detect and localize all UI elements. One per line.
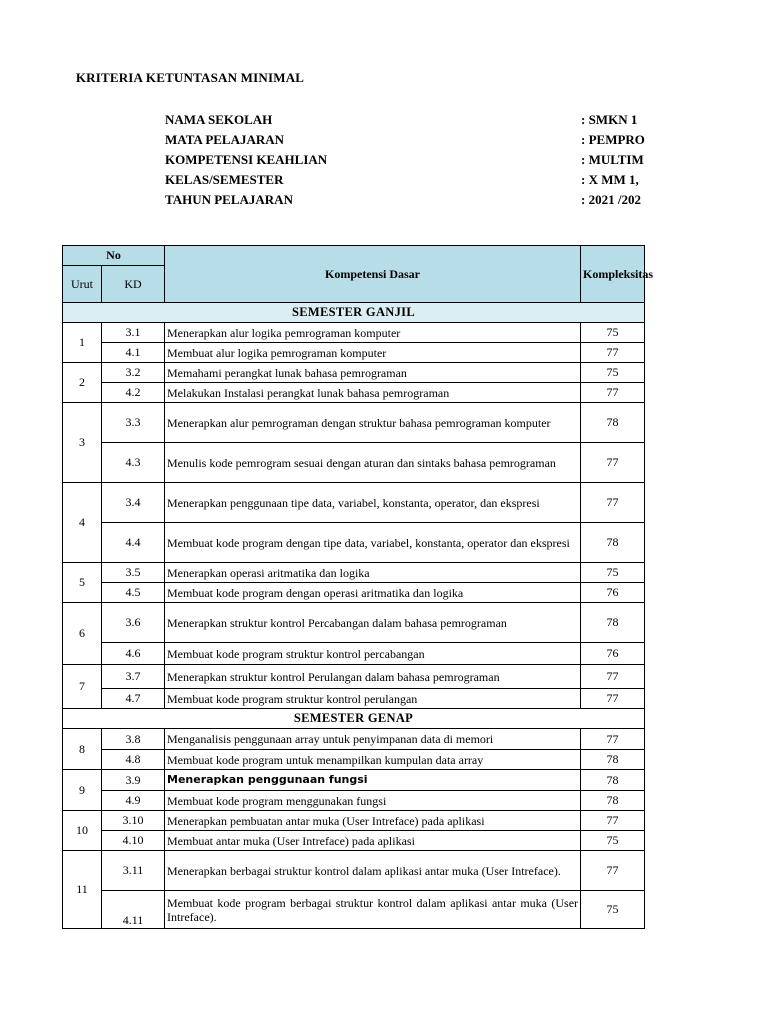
table-row — [63, 811, 663, 831]
meta-value: : PEMPRO — [581, 132, 645, 147]
meta-value: : MULTIM — [581, 152, 644, 167]
table-row — [63, 603, 663, 643]
cell-kompetensi: Menerapkan penggunaan tipe data, variabel, konstanta, operator, dan ekspresi — [165, 483, 581, 523]
overflow-cell — [645, 811, 663, 831]
cell-kd: 4.2 — [102, 383, 165, 403]
table-row — [63, 583, 663, 603]
cell-kompetensi: Menerapkan alur logika pemrograman komputer — [165, 323, 581, 343]
header-urut: Urut — [63, 266, 102, 303]
overflow-cell — [645, 403, 663, 443]
semester-label: SEMESTER GENAP — [63, 709, 645, 729]
table-row — [63, 689, 663, 709]
cell-kompleksitas: 77 — [581, 729, 645, 750]
cell-kd: 4.11 — [102, 891, 165, 929]
cell-urut: 3 — [63, 403, 102, 483]
table-row — [63, 363, 663, 383]
cell-kd: 3.11 — [102, 851, 165, 891]
overflow-cell — [645, 563, 663, 583]
overflow-cell — [645, 323, 663, 343]
cell-kd: 4.10 — [102, 831, 165, 851]
cell-kompleksitas: 77 — [581, 689, 645, 709]
cell-kompetensi: Membuat kode program struktur kontrol percabangan — [165, 643, 581, 665]
overflow-cell — [645, 363, 663, 383]
header-kompleksitas-text: Kompleksitas — [583, 267, 654, 281]
table-row — [63, 343, 663, 363]
cell-kd: 4.1 — [102, 343, 165, 363]
overflow-cell — [645, 603, 663, 643]
overflow-cell — [645, 523, 663, 563]
table-row — [63, 563, 663, 583]
cell-urut: 2 — [63, 363, 102, 403]
cell-kompetensi: Menerapkan berbagai struktur kontrol dalam aplikasi antar muka (User Intreface). — [165, 851, 581, 891]
overflow-cell — [645, 583, 663, 603]
cell-kompleksitas: 78 — [581, 403, 645, 443]
meta-row — [165, 150, 645, 170]
cell-kompetensi: Menerapkan struktur kontrol Percabangan dalam bahasa pemrograman — [165, 603, 581, 643]
cell-kd: 3.7 — [102, 665, 165, 689]
kkm-table-body — [63, 246, 663, 929]
cell-kompleksitas: 75 — [581, 891, 645, 929]
cell-kompetensi: Membuat kode program untuk menampilkan kumpulan data array — [165, 750, 581, 770]
overflow-cell — [645, 791, 663, 811]
overflow-cell — [645, 483, 663, 523]
overflow-cell — [645, 729, 663, 750]
cell-kd: 3.1 — [102, 323, 165, 343]
cell-kd: 3.9 — [102, 770, 165, 791]
cell-kd: 4.4 — [102, 523, 165, 563]
cell-kd: 3.8 — [102, 729, 165, 750]
header-kompleksitas — [581, 246, 654, 303]
cell-kompetensi: Membuat kode program dengan tipe data, variabel, konstanta, operator dan ekspresi — [165, 523, 581, 563]
meta-block — [165, 110, 645, 210]
kkm-table — [62, 245, 663, 929]
cell-kd: 4.7 — [102, 689, 165, 709]
cell-kompleksitas: 77 — [581, 443, 645, 483]
table-row — [63, 643, 663, 665]
cell-kompleksitas: 75 — [581, 363, 645, 383]
cell-urut: 5 — [63, 563, 102, 603]
cell-kompetensi: Membuat kode program berbagai struktur kontrol dalam aplikasi antar muka (User Intreface). — [165, 891, 581, 929]
cell-kd: 4.8 — [102, 750, 165, 770]
table-row — [63, 383, 663, 403]
cell-kompleksitas: 77 — [581, 483, 645, 523]
cell-kompetensi: Menulis kode pemrogram sesuai dengan aturan dan sintaks bahasa pemrograman — [165, 443, 581, 483]
cell-urut: 7 — [63, 665, 102, 709]
semester-row — [63, 303, 663, 323]
meta-label: NAMA SEKOLAH — [165, 112, 273, 127]
cell-kompleksitas: 75 — [581, 831, 645, 851]
header-kd: KD — [102, 266, 165, 303]
cell-kompetensi: Melakukan Instalasi perangkat lunak bahasa pemrograman — [165, 383, 581, 403]
cell-kompetensi: Menerapkan operasi aritmatika dan logika — [165, 563, 581, 583]
cell-kompleksitas: 78 — [581, 770, 645, 791]
cell-kd: 4.3 — [102, 443, 165, 483]
meta-value: : X MM 1, — [581, 172, 639, 187]
overflow-cell — [645, 443, 663, 483]
table-row — [63, 443, 663, 483]
cell-kompleksitas: 78 — [581, 603, 645, 643]
overflow-cell — [645, 689, 663, 709]
table-row — [63, 770, 663, 791]
overflow-cell — [645, 891, 663, 929]
table-row — [63, 403, 663, 443]
cell-urut: 11 — [63, 851, 102, 929]
meta-value: : SMKN 1 — [581, 112, 638, 127]
overflow-cell — [645, 303, 663, 323]
cell-kd: 4.5 — [102, 583, 165, 603]
cell-urut: 4 — [63, 483, 102, 563]
meta-label: KOMPETENSI KEAHLIAN — [165, 152, 328, 167]
cell-kompleksitas: 77 — [581, 343, 645, 363]
document-title — [0, 70, 768, 86]
cell-kd: 3.6 — [102, 603, 165, 643]
cell-kompleksitas: 75 — [581, 563, 645, 583]
cell-kompetensi: Membuat alur logika pemrograman komputer — [165, 343, 581, 363]
meta-row — [165, 110, 645, 130]
cell-kompleksitas: 75 — [581, 323, 645, 343]
table-row — [63, 750, 663, 770]
table-row — [63, 523, 663, 563]
meta-row — [165, 170, 645, 190]
cell-kompleksitas: 78 — [581, 523, 645, 563]
cell-kompetensi: Menerapkan struktur kontrol Perulangan dalam bahasa pemrograman — [165, 665, 581, 689]
cell-kd: 3.5 — [102, 563, 165, 583]
cell-kd: 3.4 — [102, 483, 165, 523]
table-row — [63, 831, 663, 851]
meta-row — [165, 190, 645, 210]
cell-urut: 8 — [63, 729, 102, 770]
meta-row — [165, 130, 645, 150]
cell-kompleksitas: 78 — [581, 791, 645, 811]
table-row — [63, 483, 663, 523]
overflow-cell — [645, 831, 663, 851]
cell-kompleksitas: 77 — [581, 811, 645, 831]
cell-kompetensi: Membuat kode program struktur kontrol perulangan — [165, 689, 581, 709]
cell-kompetensi: Memahami perangkat lunak bahasa pemrograman — [165, 363, 581, 383]
table-row — [63, 791, 663, 811]
overflow-cell — [645, 750, 663, 770]
cell-kd: 3.10 — [102, 811, 165, 831]
table-row — [63, 891, 663, 929]
cell-urut: 6 — [63, 603, 102, 665]
cell-kompetensi: Membuat kode program dengan operasi aritmatika dan logika — [165, 583, 581, 603]
cell-kompleksitas: 76 — [581, 583, 645, 603]
document-title-text: KRITERIA KETUNTASAN MINIMAL — [75, 70, 305, 85]
overflow-cell — [645, 643, 663, 665]
table-row — [63, 323, 663, 343]
cell-urut: 9 — [63, 770, 102, 811]
cell-kompetensi: Menerapkan pembuatan antar muka (User Intreface) pada aplikasi — [165, 811, 581, 831]
cell-kompetensi: Menerapkan alur pemrograman dengan struktur bahasa pemrograman komputer — [165, 403, 581, 443]
semester-label: SEMESTER GANJIL — [63, 303, 645, 323]
meta-label: KELAS/SEMESTER — [165, 172, 284, 187]
kkm-table-container — [62, 245, 654, 929]
overflow-cell — [645, 343, 663, 363]
overflow-cell — [645, 383, 663, 403]
cell-kd: 4.6 — [102, 643, 165, 665]
cell-urut: 1 — [63, 323, 102, 363]
meta-value: : 2021 /202 — [581, 192, 641, 207]
cell-kompetensi: Menganalisis penggunaan array untuk penyimpanan data di memori — [165, 729, 581, 750]
overflow-cell — [645, 851, 663, 891]
cell-kd: 3.2 — [102, 363, 165, 383]
cell-kompleksitas: 76 — [581, 643, 645, 665]
semester-row — [63, 709, 663, 729]
cell-urut: 10 — [63, 811, 102, 851]
overflow-cell — [645, 665, 663, 689]
cell-kompleksitas: 78 — [581, 750, 645, 770]
table-row — [63, 665, 663, 689]
cell-kompetensi: Menerapkan penggunaan fungsi — [165, 770, 581, 791]
cell-kompleksitas: 77 — [581, 665, 645, 689]
overflow-cell — [645, 770, 663, 791]
header-no: No — [63, 246, 165, 266]
table-row — [63, 851, 663, 891]
overflow-cell — [645, 709, 663, 729]
cell-kd: 3.3 — [102, 403, 165, 443]
cell-kompetensi: Membuat kode program menggunakan fungsi — [165, 791, 581, 811]
cell-kd: 4.9 — [102, 791, 165, 811]
header-row — [63, 246, 663, 266]
cell-kompleksitas: 77 — [581, 851, 645, 891]
cell-kompleksitas: 77 — [581, 383, 645, 403]
header-kompetensi: Kompetensi Dasar — [165, 246, 581, 303]
table-row — [63, 729, 663, 750]
meta-label: MATA PELAJARAN — [165, 132, 285, 147]
cell-kompetensi: Membuat antar muka (User Intreface) pada aplikasi — [165, 831, 581, 851]
meta-label: TAHUN PELAJARAN — [165, 192, 293, 207]
